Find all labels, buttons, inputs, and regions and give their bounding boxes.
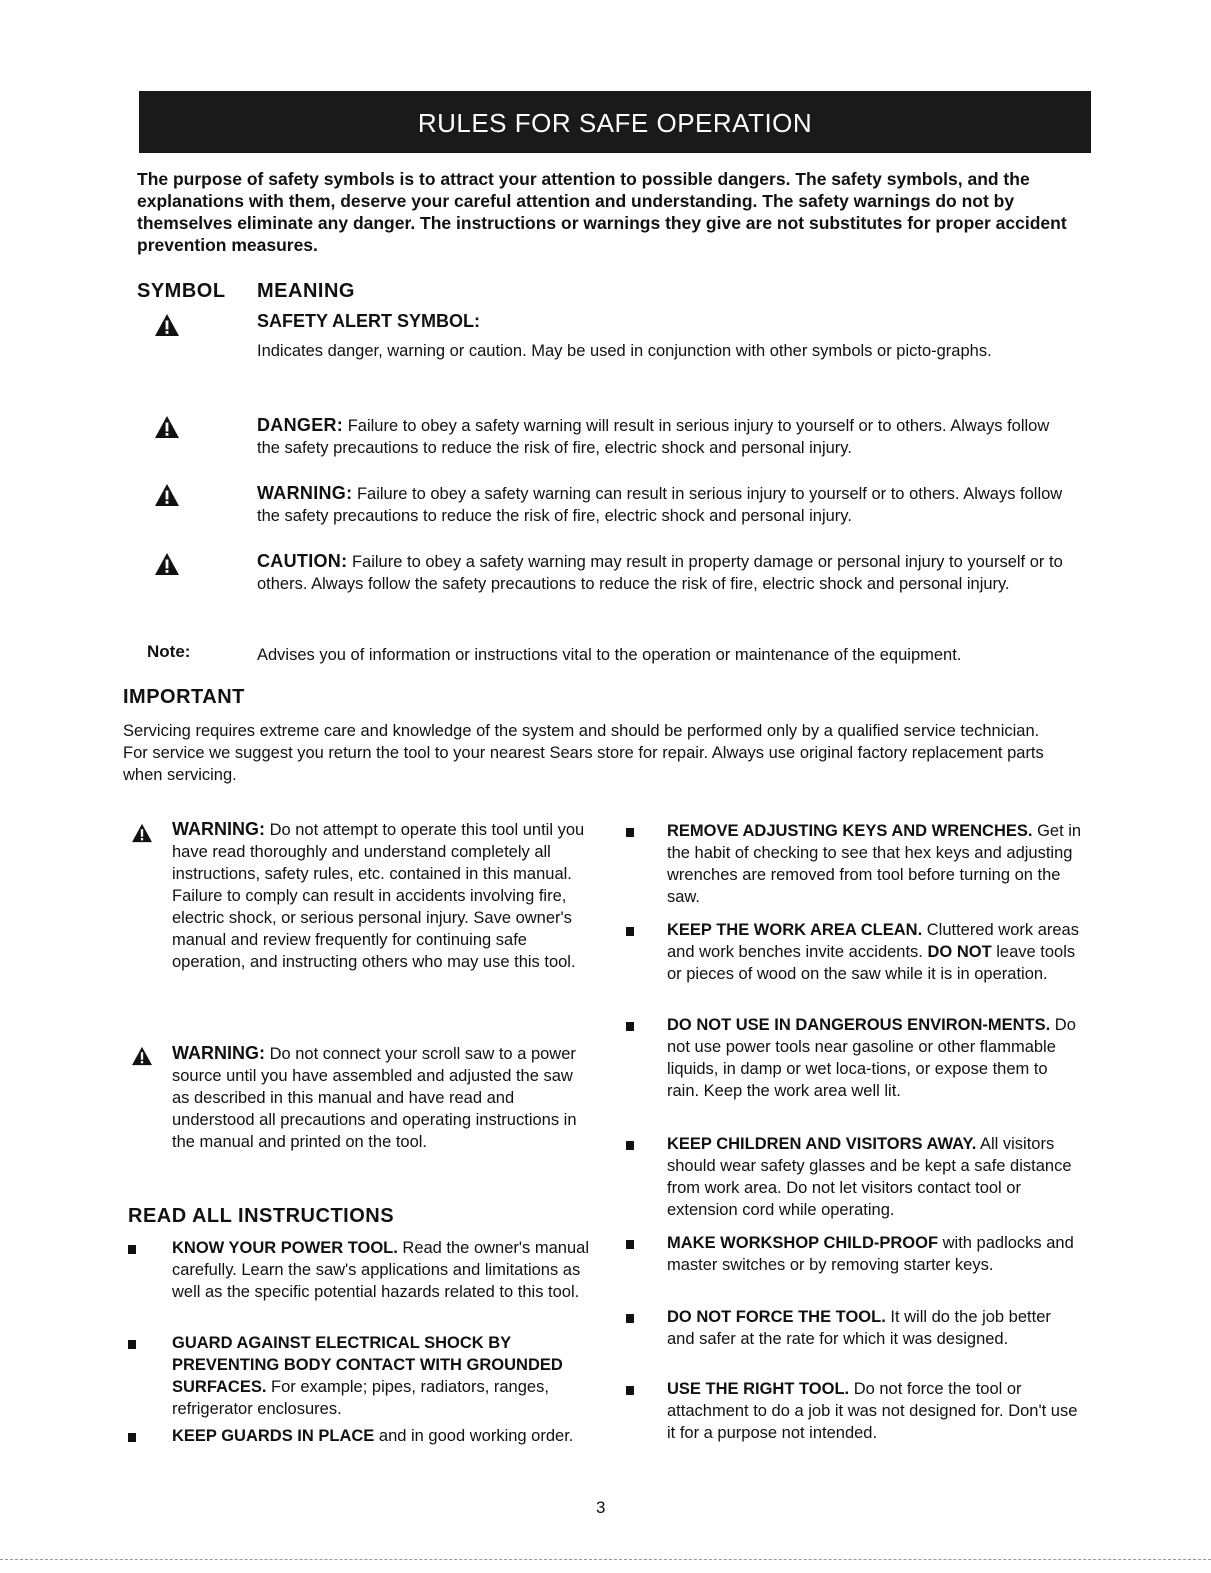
danger-text: Failure to obey a safety warning will result in serious injury to yourself or to others. Always follow the safety precautions to reduce the risk of fire, electric shock and personal injury. [257, 417, 1050, 457]
important-paragraph: Servicing requires extreme care and knowledge of the system and should be performed only by a qualified service technician. For service we suggest you return the tool to your nearest Sears store for repair. Always use original factory replacement parts when servicing. [123, 722, 1044, 784]
meaning-column-header: MEANING [257, 280, 355, 302]
rule-electrical-shock [172, 1332, 592, 1420]
caution-definition [257, 550, 1072, 595]
rule-work-area [667, 919, 1082, 985]
safety-alert-title: SAFETY ALERT SYMBOL: [257, 311, 481, 331]
warning-text: Failure to obey a safety warning can result in serious injury to yourself or to others. Always follow the safety precautions to reduce the risk of fire, electric shock and personal injury. [257, 485, 1063, 525]
rule-text: Get in the habit of checking to see that hex keys and adjusting wrenches are removed from tool before turning on the saw. [667, 822, 1082, 906]
safety-alert-definition [257, 310, 1072, 362]
rule-term: KEEP THE WORK AREA CLEAN. [667, 921, 923, 939]
rule-right-tool [667, 1378, 1082, 1444]
warning-term: WARNING: [257, 483, 353, 503]
power-source-warning [172, 1042, 592, 1153]
bullet-icon [128, 1245, 136, 1254]
rule-term: MAKE WORKSHOP CHILD-PROOF [667, 1234, 939, 1252]
rule-term: DO NOT USE IN DANGEROUS ENVIRON-MENTS. [667, 1016, 1051, 1034]
bullet-icon [128, 1433, 136, 1442]
rule-term: REMOVE ADJUSTING KEYS AND WRENCHES. [667, 822, 1033, 840]
important-heading: IMPORTANT [123, 686, 245, 708]
safety-alert-text: Indicates danger, warning or caution. May be used in conjunction with other symbols or picto-graphs. [257, 342, 992, 360]
rule-text: with padlocks and master switches or by removing starter keys. [667, 1234, 1074, 1274]
rule-text: Do not use power tools near gasoline or other flammable liquids, in damp or wet loca-tions, or expose them to rain. Keep the work area well lit. [667, 1016, 1076, 1100]
scan-edge-divider [0, 1559, 1211, 1561]
warning-triangle-icon [154, 415, 180, 439]
rule-text: All visitors should wear safety glasses and be kept a safe distance from work area. Do not let visitors contact tool or extension cord while operating. [667, 1135, 1072, 1219]
bullet-icon [626, 1314, 634, 1323]
rule-keep-guards [172, 1425, 592, 1447]
operate-warning [172, 818, 592, 973]
rule-term: KEEP GUARDS IN PLACE [172, 1427, 375, 1445]
rule-term: GUARD AGAINST ELECTRICAL SHOCK BY PREVENTING BODY CONTACT WITH GROUNDED SURFACES. [172, 1334, 563, 1396]
bullet-icon [626, 1141, 634, 1150]
bullet-icon [626, 1022, 634, 1031]
rule-children-visitors [667, 1133, 1082, 1221]
rule-text: Read the owner's manual carefully. Learn the saw's applications and limitations as well as the specific potential hazards related to this tool. [172, 1239, 589, 1301]
bullet-icon [626, 828, 634, 837]
rule-text: For example; pipes, radiators, ranges, refrigerator enclosures. [172, 1378, 549, 1418]
power-source-warning-term: WARNING: [172, 1043, 265, 1063]
rule-text: and in good working order. [374, 1427, 574, 1445]
rule-text: Cluttered work areas and work benches invite accidents. [667, 921, 1079, 961]
warning-triangle-icon [154, 313, 180, 337]
rule-dangerous-environments [667, 1014, 1082, 1102]
caution-term: CAUTION: [257, 551, 348, 571]
read-all-heading: READ ALL INSTRUCTIONS [128, 1205, 395, 1227]
warning-definition [257, 482, 1072, 527]
danger-term: DANGER: [257, 415, 344, 435]
operate-warning-term: WARNING: [172, 819, 265, 839]
symbol-column-header: SYMBOL [137, 280, 226, 302]
danger-definition [257, 414, 1072, 459]
warning-triangle-icon [131, 1046, 153, 1066]
note-text: Advises you of information or instructions vital to the operation or maintenance of the equipment. [257, 646, 962, 664]
bullet-icon [626, 1386, 634, 1395]
rule-know-tool [172, 1237, 592, 1303]
rule-text: It will do the job better and safer at the rate for which it was designed. [667, 1308, 1051, 1348]
rule-term: DO NOT FORCE THE TOOL. [667, 1308, 886, 1326]
note-label: Note: [147, 642, 191, 661]
caution-text: Failure to obey a safety warning may result in property damage or personal injury to yourself or to others. Always follow the safety precautions to reduce the risk of fire, electric shock and personal injury. [257, 553, 1063, 593]
operate-warning-text: Do not attempt to operate this tool until you have read thoroughly and understand completely all instructions, safety rules, etc. contained in this manual. Failure to comply can result in accidents involving fire, electric shock, or serious personal injury. Save owner's manual and review frequently for continuing safe operation, and instructing others who may use this tool. [172, 821, 585, 971]
intro-paragraph: The purpose of safety symbols is to attract your attention to possible dangers. The safety symbols, and the explanations with them, deserve your careful attention and understanding. The safety warnings do not by themselves eliminate any danger. The instructions or warnings they give are not substitutes for proper accident prevention measures. [137, 169, 1067, 255]
rule-term: KEEP CHILDREN AND VISITORS AWAY. [667, 1135, 977, 1153]
bullet-icon [626, 927, 634, 936]
rule-term: USE THE RIGHT TOOL. [667, 1380, 850, 1398]
rule-remove-keys [667, 820, 1082, 908]
warning-triangle-icon [131, 823, 153, 843]
bullet-icon [626, 1240, 634, 1249]
warning-triangle-icon [154, 552, 180, 576]
rule-text: leave tools or pieces of wood on the saw while it is in operation. [667, 943, 1076, 983]
warning-triangle-icon [154, 483, 180, 507]
bullet-icon [128, 1340, 136, 1349]
page-number: 3 [596, 1498, 606, 1517]
rule-force-tool [667, 1306, 1082, 1350]
section-banner: RULES FOR SAFE OPERATION [139, 91, 1091, 153]
rule-term: DO NOT [922, 943, 992, 961]
rule-child-proof [667, 1232, 1082, 1276]
rule-term: KNOW YOUR POWER TOOL. [172, 1239, 398, 1257]
power-source-warning-text: Do not connect your scroll saw to a power source until you have assembled and adjusted the saw as described in this manual and have read and understood all precautions and operating instructions in the manual and printed on the tool. [172, 1045, 577, 1151]
rule-text: Do not force the tool or attachment to do a job it was not designed for. Don't use it for a purpose not intended. [667, 1380, 1078, 1442]
